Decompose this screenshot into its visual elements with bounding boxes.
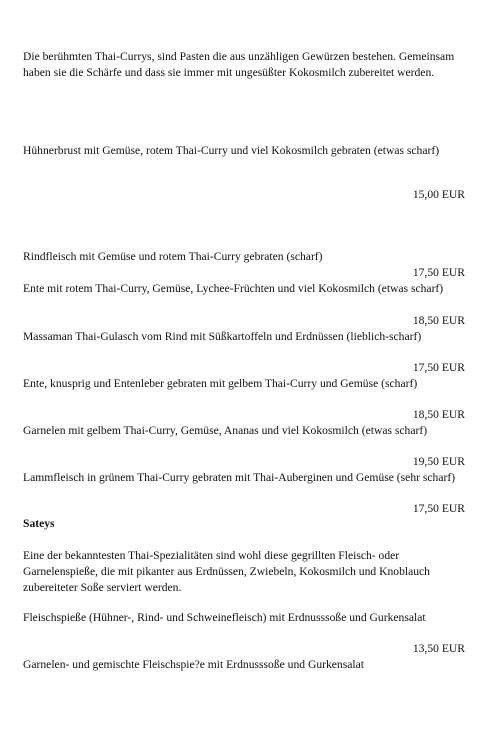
menu-item-price: 17,50 EUR: [412, 502, 465, 515]
menu-item-description: Lammfleisch in grünem Thai-Curry gebraten mit Thai-Auberginen und Gemüse (sehr scharf): [23, 471, 456, 484]
menu-item-description: Ente mit rotem Thai-Curry, Gemüse, Lychee-Früchten und viel Kokosmilch (etwas scharf): [23, 282, 444, 295]
menu-item-description: Fleischspieße (Hühner-, Rind- und Schweinefleisch) mit Erdnusssoße und Gurkensalat: [23, 611, 426, 624]
menu-item-description: Garnelen- und gemischte Fleischspie?e mit Erdnusssoße und Gurkensalat: [23, 658, 364, 671]
menu-item-description: Garnelen mit gelbem Thai-Curry, Gemüse, Ananas und viel Kokosmilch (etwas scharf): [23, 424, 428, 437]
menu-item-price: 17,50 EUR: [412, 266, 465, 279]
menu-item-price: 18,50 EUR: [412, 314, 465, 327]
menu-item-price: 19,50 EUR: [412, 455, 465, 468]
menu-item-price: 18,50 EUR: [412, 408, 465, 421]
menu-item-price: 15,00 EUR: [412, 188, 465, 201]
curry-intro-text: Die berühmten Thai-Currys, sind Pasten die aus unzähligen Gewürzen bestehen. Gemeinsam haben sie die Schärfe und dass sie immer mit ungesüßter Kokosmilch zubereitet werden.: [23, 50, 455, 79]
menu-item-description: Ente, knusprig und Entenleber gebraten mit gelbem Thai-Curry und Gemüse (scharf): [23, 377, 418, 390]
menu-item-description: Hühnerbrust mit Gemüse, rotem Thai-Curry und viel Kokosmilch gebraten (etwas scharf): [23, 144, 440, 157]
menu-item-description: Rindfleisch mit Gemüse und rotem Thai-Curry gebraten (scharf): [23, 250, 323, 263]
menu-item-price: 13,50 EUR: [412, 642, 465, 655]
sateys-intro-text: Eine der bekanntesten Thai-Spezialitäten sind wohl diese gegrillten Fleisch- oder Garnelenspieße, die mit pikanter aus Erdnüssen, Zwiebeln, Kokosmilch und Knoblauch zubereiteter Soße serviert werden.: [23, 549, 430, 594]
menu-item-description: Massaman Thai-Gulasch vom Rind mit Süßkartoffeln und Erdnüssen (lieblich-scharf): [23, 330, 422, 343]
section-heading-sateys: Sateys: [23, 517, 55, 530]
menu-item-price: 17,50 EUR: [412, 361, 465, 374]
